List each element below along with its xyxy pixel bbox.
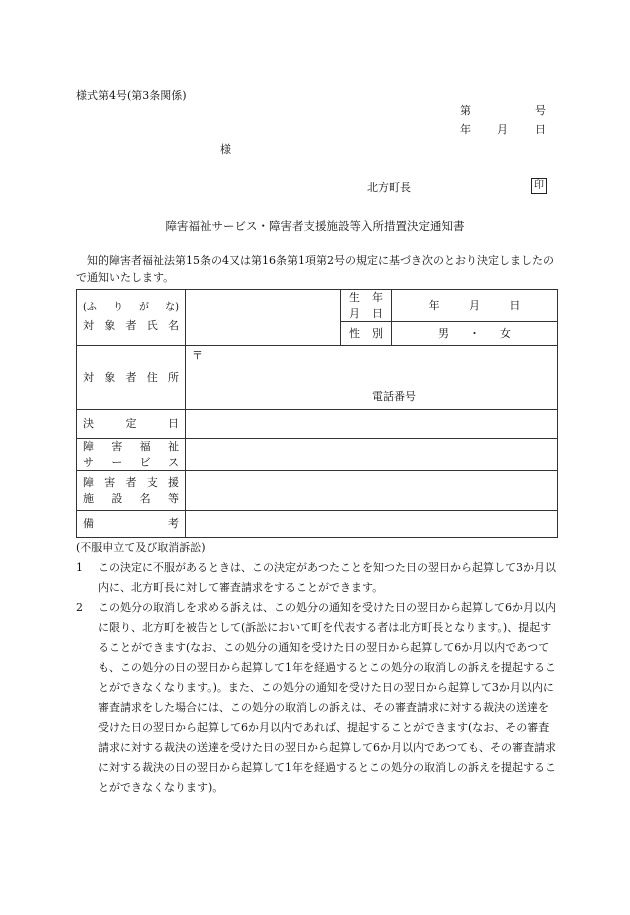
issuer-title: 北方町長 — [367, 181, 411, 194]
address-field[interactable] — [186, 346, 558, 410]
notice-form-table — [76, 289, 558, 538]
number-suffix: 号 — [535, 104, 546, 117]
seal-mark: 印 — [531, 178, 547, 194]
subject-name-label: 対 象 者 氏 名 — [83, 319, 179, 333]
decision-date-field[interactable] — [186, 410, 558, 439]
address-label-cell: 対 象 者 住 所 — [77, 346, 186, 410]
number-prefix: 第 — [460, 104, 471, 117]
welfare-service-field[interactable] — [186, 439, 558, 471]
service-label-cell: 障 害 福 祉 サ ー ビ ス — [77, 439, 186, 471]
intro-paragraph: 知的障害者福祉法第15条の4又は第16条第1項第2号の規定に基づき次のとおり決定しましたので通知いたします。 — [76, 254, 554, 284]
note-item: 1 この決定に不服があるときは、この決定があつたことを知つた日の翌日から起算して3か月以内に、北方町長に対して審査請求をすることができます。 — [76, 561, 556, 595]
document-title: 障害福祉サービス・障害者支援施設等入所措置決定通知書 — [165, 219, 465, 233]
birthdate-label-cell: 生 年 月 日 — [341, 290, 392, 322]
month-label: 月 — [497, 123, 508, 136]
phone-label: 電話番号 — [372, 389, 416, 403]
furigana-label: (ふ り が な) — [83, 302, 179, 314]
note-item: 2 この処分の取消しを求める訴えは、この処分の通知を受けた日の翌日から起算して6か月以内に限り、北方町を被告として(訴訟において町を代表する者は北方町長となります。)、提起することができます(なお、この処分の通知を受けた日の翌日から起算して6か月以内であつても、この処分の日の翌日から起算して1年を経過するとこの処分の取消しの訴えを提起することができなくなります。)。また、この処分の通知を受けた日の翌日から起算して3か月以内に審査請求をした場合には、この処分の取消しの訴えは、その審査請求に対する裁決の送達を受けた日の翌日から起算して6か月以内であれば、提起することができます(なお、その審査請求に対する裁決の送達を受けた日の翌日から起算して6か月以内であつても、その審査請求に対する裁決の日の翌日から起算して1年を経過するとこの処分の取消しの訴えを提起することができなくなります)。 — [76, 601, 556, 795]
subject-name-field[interactable] — [186, 290, 341, 346]
decision-date-label-cell: 決 定 日 — [77, 410, 186, 439]
appeal-notes — [76, 540, 558, 798]
notes-heading: (不服申立て及び取消訴訟) — [76, 541, 206, 554]
facility-label-cell: 障 害 者 支 援 施 設 名 等 — [77, 471, 186, 511]
sex-label-cell: 性 別 — [341, 322, 392, 346]
remarks-field[interactable] — [186, 511, 558, 538]
birthdate-field[interactable]: 年 月 日 — [392, 290, 558, 322]
sex-field[interactable]: 男 ・ 女 — [392, 322, 558, 346]
addressee-suffix: 様 — [220, 143, 231, 156]
support-facility-field[interactable] — [186, 471, 558, 511]
remarks-label-cell: 備 考 — [77, 511, 186, 538]
postal-mark: 〒 — [192, 348, 203, 362]
name-label-cell — [77, 290, 186, 346]
day-label: 日 — [535, 123, 546, 136]
year-label: 年 — [460, 123, 471, 136]
form-number: 様式第4号(第3条関係) — [76, 89, 187, 102]
